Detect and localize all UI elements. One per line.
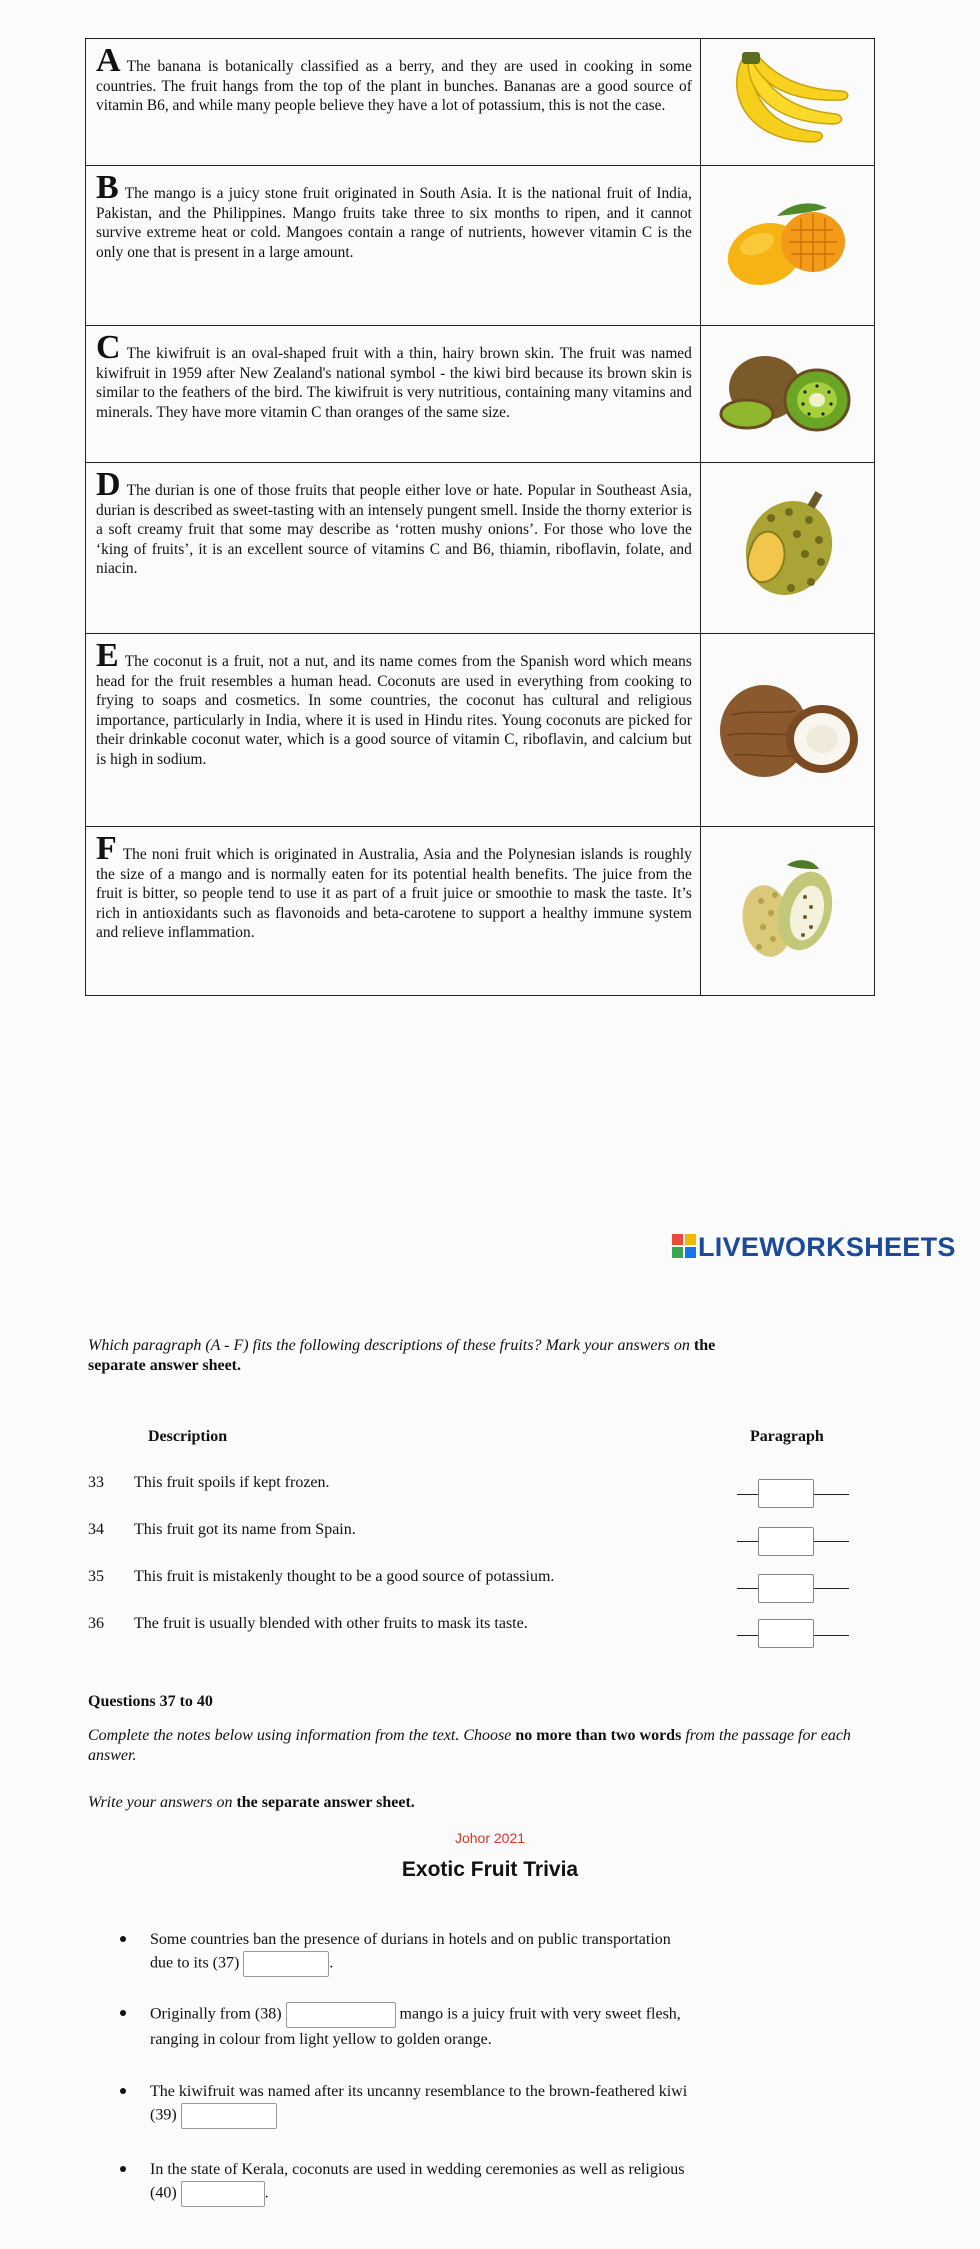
answer-box-40[interactable] bbox=[181, 2181, 265, 2207]
paragraph-letter: A bbox=[96, 42, 121, 79]
notes-instruction-1-italic: Complete the notes below using information from the text. Choose bbox=[88, 1727, 512, 1744]
answer-box-36[interactable] bbox=[758, 1619, 814, 1648]
bullet-icon bbox=[120, 2004, 134, 2018]
durian-image bbox=[700, 463, 874, 634]
paragraph-text: The coconut is a fruit, not a nut, and its name comes from the Spanish word which means head for the fruit resembles a human head. Coconuts are used in everything from cooking to frying to soaps and cosmetics. In some countries, the coconut has cultural and religious importance, particularly in India, where it is used in Hindu rites. Young coconuts are picked for their drinkable coconut water, which is a good source of vitamin C, riboflavin, and calcium but is high in sodium. bbox=[96, 653, 692, 768]
paragraph-letter: E bbox=[96, 637, 119, 674]
source-label: Johor 2021 bbox=[454, 1830, 526, 1846]
paragraph-letter: B bbox=[96, 169, 119, 206]
paragraph-row-d bbox=[86, 463, 875, 634]
bullet-icon bbox=[120, 2160, 134, 2174]
paragraph-text: The kiwifruit is an oval-shaped fruit with a thin, hairy brown skin. The fruit was named kiwifruit in 1959 after New Zealand's national symbol - the kiwi bird because its brown skin is similar to the feathers of the bird. The kiwifruit is very nutritious, containing many vitamins and minerals. They have more vitamin C than oranges of the same size. bbox=[96, 345, 692, 421]
notes-instruction-2-italic: Write your answers on bbox=[88, 1794, 233, 1811]
questions-37-40-heading: Questions 37 to 40 bbox=[88, 1693, 213, 1710]
noni-image bbox=[700, 827, 874, 996]
question-text: This fruit is mistakenly thought to be a good source of potassium. bbox=[134, 1568, 555, 1585]
bullet-icon bbox=[120, 1930, 134, 1944]
paragraph-letter: C bbox=[96, 329, 121, 366]
paragraph-text: The banana is botanically classified as a berry, and they are used in cooking in some countries. The fruit hangs from the top of the plant in bunches. Bananas are a good source of vitamin B6, and while many people believe they have a lot of potassium, this is not the case. bbox=[96, 58, 692, 115]
liveworksheets-logo bbox=[672, 1232, 956, 1263]
matching-instruction-italic: Which paragraph (A - F) fits the following descriptions of these fruits? Mark your answers on bbox=[88, 1337, 690, 1354]
question-35 bbox=[88, 1568, 554, 1586]
answer-box-38[interactable] bbox=[286, 2002, 396, 2028]
coconut-image bbox=[700, 634, 874, 827]
paragraph-row-c bbox=[86, 326, 875, 463]
paragraph-letter: D bbox=[96, 466, 121, 503]
notes-instruction-2-bold: the separate answer sheet. bbox=[236, 1794, 415, 1811]
note-text: mango is a juicy fruit with very sweet flesh, bbox=[399, 2005, 681, 2023]
question-text: This fruit spoils if kept frozen. bbox=[134, 1474, 330, 1491]
matching-instruction bbox=[88, 1336, 878, 1376]
matching-instruction-tail: separate answer sheet. bbox=[88, 1357, 242, 1374]
logo-text: LIVEWORKSHEETS bbox=[698, 1232, 956, 1262]
paragraph-text: The noni fruit which is originated in Australia, Asia and the Polynesian islands is roughly the size of a mango and is normally eaten for its potential health benefits. The juice from the fruit is bitter, so people tend to use it as part of a fruit juice or smoothie to mask the taste. It’s rich in antioxidants such as flavonoids and beta-carotene to support a healthy immune system and relieve inflammation. bbox=[96, 846, 692, 942]
note-text: . bbox=[329, 1954, 334, 1972]
mango-illustration bbox=[717, 196, 857, 296]
question-33 bbox=[88, 1474, 330, 1492]
note-text: Some countries ban the presence of durians in hotels and on public transportation bbox=[150, 1931, 671, 1948]
answer-box-39[interactable] bbox=[181, 2103, 277, 2129]
paragraph-text: The mango is a juicy stone fruit originated in South Asia. It is the national fruit of India, Pakistan, and the Philippines. Mango fruits take three to six months to ripen, and it cannot survive extreme heat or cold. Mangoes contain a range of nutrients, however vitamin C is the only one that is present in a large amount. bbox=[96, 185, 692, 261]
note-text: In the state of Kerala, coconuts are used in wedding ceremonies as well as religious bbox=[150, 2161, 685, 2178]
banana-illustration bbox=[722, 50, 852, 154]
notes-instruction-1-bold: no more than two words bbox=[515, 1727, 682, 1744]
answer-box-35[interactable] bbox=[758, 1574, 814, 1603]
paragraph-letter: F bbox=[96, 830, 117, 867]
paragraph-e bbox=[86, 634, 701, 827]
question-number: 33 bbox=[88, 1474, 104, 1491]
note-text: (39) bbox=[150, 2106, 177, 2124]
durian-illustration bbox=[727, 488, 847, 608]
paragraph-row-b bbox=[86, 166, 875, 326]
paragraph-d bbox=[86, 463, 701, 634]
mango-image bbox=[700, 166, 874, 326]
question-number: 36 bbox=[88, 1615, 104, 1632]
question-number: 35 bbox=[88, 1568, 104, 1585]
note-37 bbox=[150, 1928, 800, 1977]
note-text: due to its (37) bbox=[150, 1954, 240, 1972]
paragraph-row-a bbox=[86, 39, 875, 166]
paragraph-text: The durian is one of those fruits that people either love or hate. Popular in Southeast Asia, durian is described as sweet-tasting with an intensely pungent smell. Inside the thorny exterior is a soft creamy fruit that some may describe as ‘rotten mushy onions’. For those who love the ‘king of fruits’, it is an excellent source of vitamins C and B6, thiamin, riboflavin, folate, and niacin. bbox=[96, 482, 692, 578]
note-40 bbox=[150, 2158, 800, 2207]
note-text: Originally from (38) bbox=[150, 2005, 282, 2023]
notes-instruction-2 bbox=[88, 1793, 415, 1813]
matching-instruction-bold: the bbox=[693, 1337, 716, 1354]
answer-box-33[interactable] bbox=[758, 1479, 814, 1508]
notes-instruction-1-tail: from the passage for each answer. bbox=[88, 1727, 851, 1764]
bullet-icon bbox=[120, 2082, 134, 2096]
noni-illustration bbox=[727, 851, 847, 971]
note-text: . bbox=[264, 2184, 269, 2202]
note-38 bbox=[150, 2002, 800, 2051]
note-text: The kiwifruit was named after its uncanny resemblance to the brown-feathered kiwi bbox=[150, 2083, 688, 2100]
note-text: (40) bbox=[150, 2184, 177, 2202]
coconut-illustration bbox=[712, 675, 862, 785]
paragraph-a bbox=[86, 39, 701, 166]
banana-image bbox=[700, 39, 874, 166]
answer-box-34[interactable] bbox=[758, 1527, 814, 1556]
paragraph-row-f bbox=[86, 827, 875, 996]
paragraph-column-header: Paragraph bbox=[750, 1428, 824, 1445]
paragraph-row-e bbox=[86, 634, 875, 827]
question-36 bbox=[88, 1615, 528, 1633]
question-34 bbox=[88, 1521, 356, 1539]
paragraph-f bbox=[86, 827, 701, 996]
notes-title: Exotic Fruit Trivia bbox=[401, 1858, 579, 1881]
question-text: This fruit got its name from Spain. bbox=[134, 1521, 356, 1538]
answer-box-37[interactable] bbox=[243, 1951, 329, 1977]
note-39 bbox=[150, 2080, 800, 2129]
kiwi-illustration bbox=[717, 344, 857, 444]
liveworksheets-logo-icon bbox=[672, 1234, 696, 1258]
paragraph-b bbox=[86, 166, 701, 326]
description-column-header: Description bbox=[148, 1428, 228, 1445]
paragraph-c bbox=[86, 326, 701, 463]
question-number: 34 bbox=[88, 1521, 104, 1538]
note-text: ranging in colour from light yellow to golden orange. bbox=[150, 2031, 492, 2048]
notes-instruction-1 bbox=[88, 1726, 878, 1766]
question-text: The fruit is usually blended with other fruits to mask its taste. bbox=[134, 1615, 528, 1632]
fruit-paragraph-table bbox=[85, 38, 875, 996]
kiwi-image bbox=[700, 326, 874, 463]
